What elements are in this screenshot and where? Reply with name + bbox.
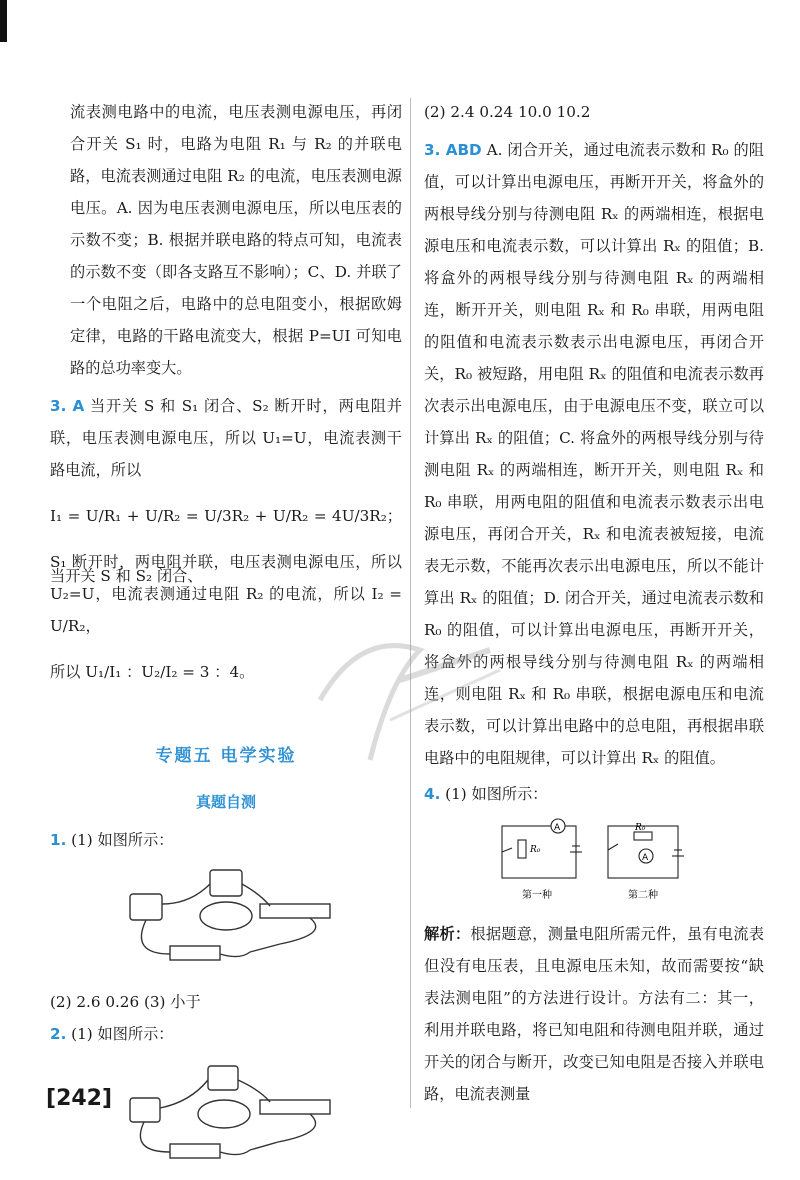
circuit-drawing-2 xyxy=(110,1058,350,1168)
fig-caption-first: 第一种 xyxy=(522,890,552,901)
right-column xyxy=(424,96,764,1110)
q1-text: (1) 如图所示： xyxy=(71,831,174,849)
q4-number: 4. xyxy=(424,785,441,803)
analysis-label: 解析： xyxy=(424,925,471,943)
page-number: [242] xyxy=(46,1086,113,1111)
circuit-photo-1 xyxy=(110,864,402,978)
q1-answer: (2) 2.6 0.26 (3) 小于 xyxy=(50,993,201,1011)
section-subheading: 真题自测 xyxy=(195,793,256,811)
q3-ratio: 所以 U₁/I₁ ：U₂/I₂ = 3 ：4。 xyxy=(50,663,255,681)
ammeter-label-1: A xyxy=(554,823,561,833)
q3-right-text: A. 闭合开关，通过电流表示数和 R₀ 的阻值，可以计算出电源电压，再断开开关，将盒外的两根导线分别与待测电阻 Rₓ 的两端相连，根据电源电压和电流表示数，可以计算出 Rₓ 的阻值；B. 将盒外的两根导线分别与待测电阻 Rₓ 的两端相连，断开开关，则电阻 Rₓ 和 R₀ 串联，用两电阻的阻值和电流表示数表示出电源电压，再闭合开关，R₀ 被短路，用电阻 Rₓ 的阻值和电流表示数再次表示出电源电压，由于电源电压不变，联立可以计算出 Rₓ 的阻值；C. 将盒外的两根导线分别与待测电阻 Rₓ 的两端相连，断开开关，则电阻 Rₓ 和 R₀ 串联，用两电阻的阻值和电流表示数表示出电源电压，再闭合开关，Rₓ 和电流表被短接，电流表无示数，不能再次表示出电源电压，所以不能计算出 Rₓ 的阻值；D. 闭合开关，通过电流表示数和 R₀ 的阻值，可以计算出电源电压，再断开开关，将盒外的两根导线分别与待测电阻 Rₓ 的两端相连，则电阻 Rₓ 和 R₀ 串联，根据电源电压和电流表示数，可以计算出电路中的总电阻，再根据串联电路中的电阻规律，可以计算出 Rₓ 的阻值。 xyxy=(424,141,764,767)
r0-label-2: R₀ xyxy=(635,823,646,833)
column-divider xyxy=(410,98,411,1108)
page-number-value: 242 xyxy=(56,1086,102,1111)
q1-number: 1. xyxy=(50,831,67,849)
q2 xyxy=(50,1018,402,1050)
analysis xyxy=(424,918,764,1110)
q3-formula: I₁ = U/R₁ + U/R₂ = U/3R₂ + U/R₂ = 4U/3R₂；当开关 S 和 S₂ 闭合、 xyxy=(50,507,402,585)
circuit-drawing-1 xyxy=(110,864,350,974)
fig-caption-second: 第二种 xyxy=(628,890,658,901)
circuit-photo-2 xyxy=(110,1058,402,1172)
q3-text: 当开关 S 和 S₁ 闭合、S₂ 断开时，两电阻并联，电压表测电源电压，所以 U₁=U，电流表测干路电流，所以 xyxy=(50,397,403,479)
ammeter-label-2: A xyxy=(642,853,649,863)
r0-label-1: R₀ xyxy=(530,845,541,855)
q3-right-number: 3. ABD xyxy=(424,141,482,159)
q2-continued-answer: (2) 2.4 0.24 10.0 10.2 xyxy=(424,103,591,121)
q4-text: (1) 如图所示： xyxy=(445,785,548,803)
section-heading: 专题五 电学实验 xyxy=(155,746,297,766)
q1 xyxy=(50,824,402,856)
q3-text2: S₁ 断开时，两电阻并联，电压表测电源电压，所以 U₂=U，电流表测通过电阻 R₂ 的电流，所以 I₂ = U/R₂， xyxy=(50,553,402,635)
q2-text: (1) 如图所示： xyxy=(71,1025,174,1043)
paragraph-continued: 流表测电路中的电流，电压表测电源电压，再闭合开关 S₁ 时，电路为电阻 R₁ 与 R₂ 的并联电路，电流表测通过电阻 R₂ 的电流，电压表测电源电压。A. 因为电压表测电源电压，所以电压表的示数不变；B. 根据并联电路的特点可知，电流表的示数不变（即各支路互不影响）；C、D. 并联了一个电阻之后，电路中的总电阻变小，根据欧姆定律，电路的干路电流变大，根据 P=UI 可知电路的总功率变大。 xyxy=(70,103,402,377)
q4 xyxy=(424,778,764,810)
q2-number: 2. xyxy=(50,1025,67,1043)
q3-answer xyxy=(50,390,402,486)
analysis-text: 根据题意，测量电阻所需元件，虽有电流表但没有电压表，且电源电压未知，故而需要按“缺表法测电阻”的方法进行设计。方法有二：其一，利用并联电路，将已知电阻和待测电阻并联，通过开关的闭合与断开，改变已知电阻是否接入并联电路，电流表测量 xyxy=(424,925,765,1103)
page-edge-mark xyxy=(0,0,7,42)
q3-number: 3. A xyxy=(50,397,85,415)
circuit-schematics xyxy=(488,814,708,910)
circuit-diagrams xyxy=(488,814,764,912)
watermark-logo xyxy=(300,610,530,780)
